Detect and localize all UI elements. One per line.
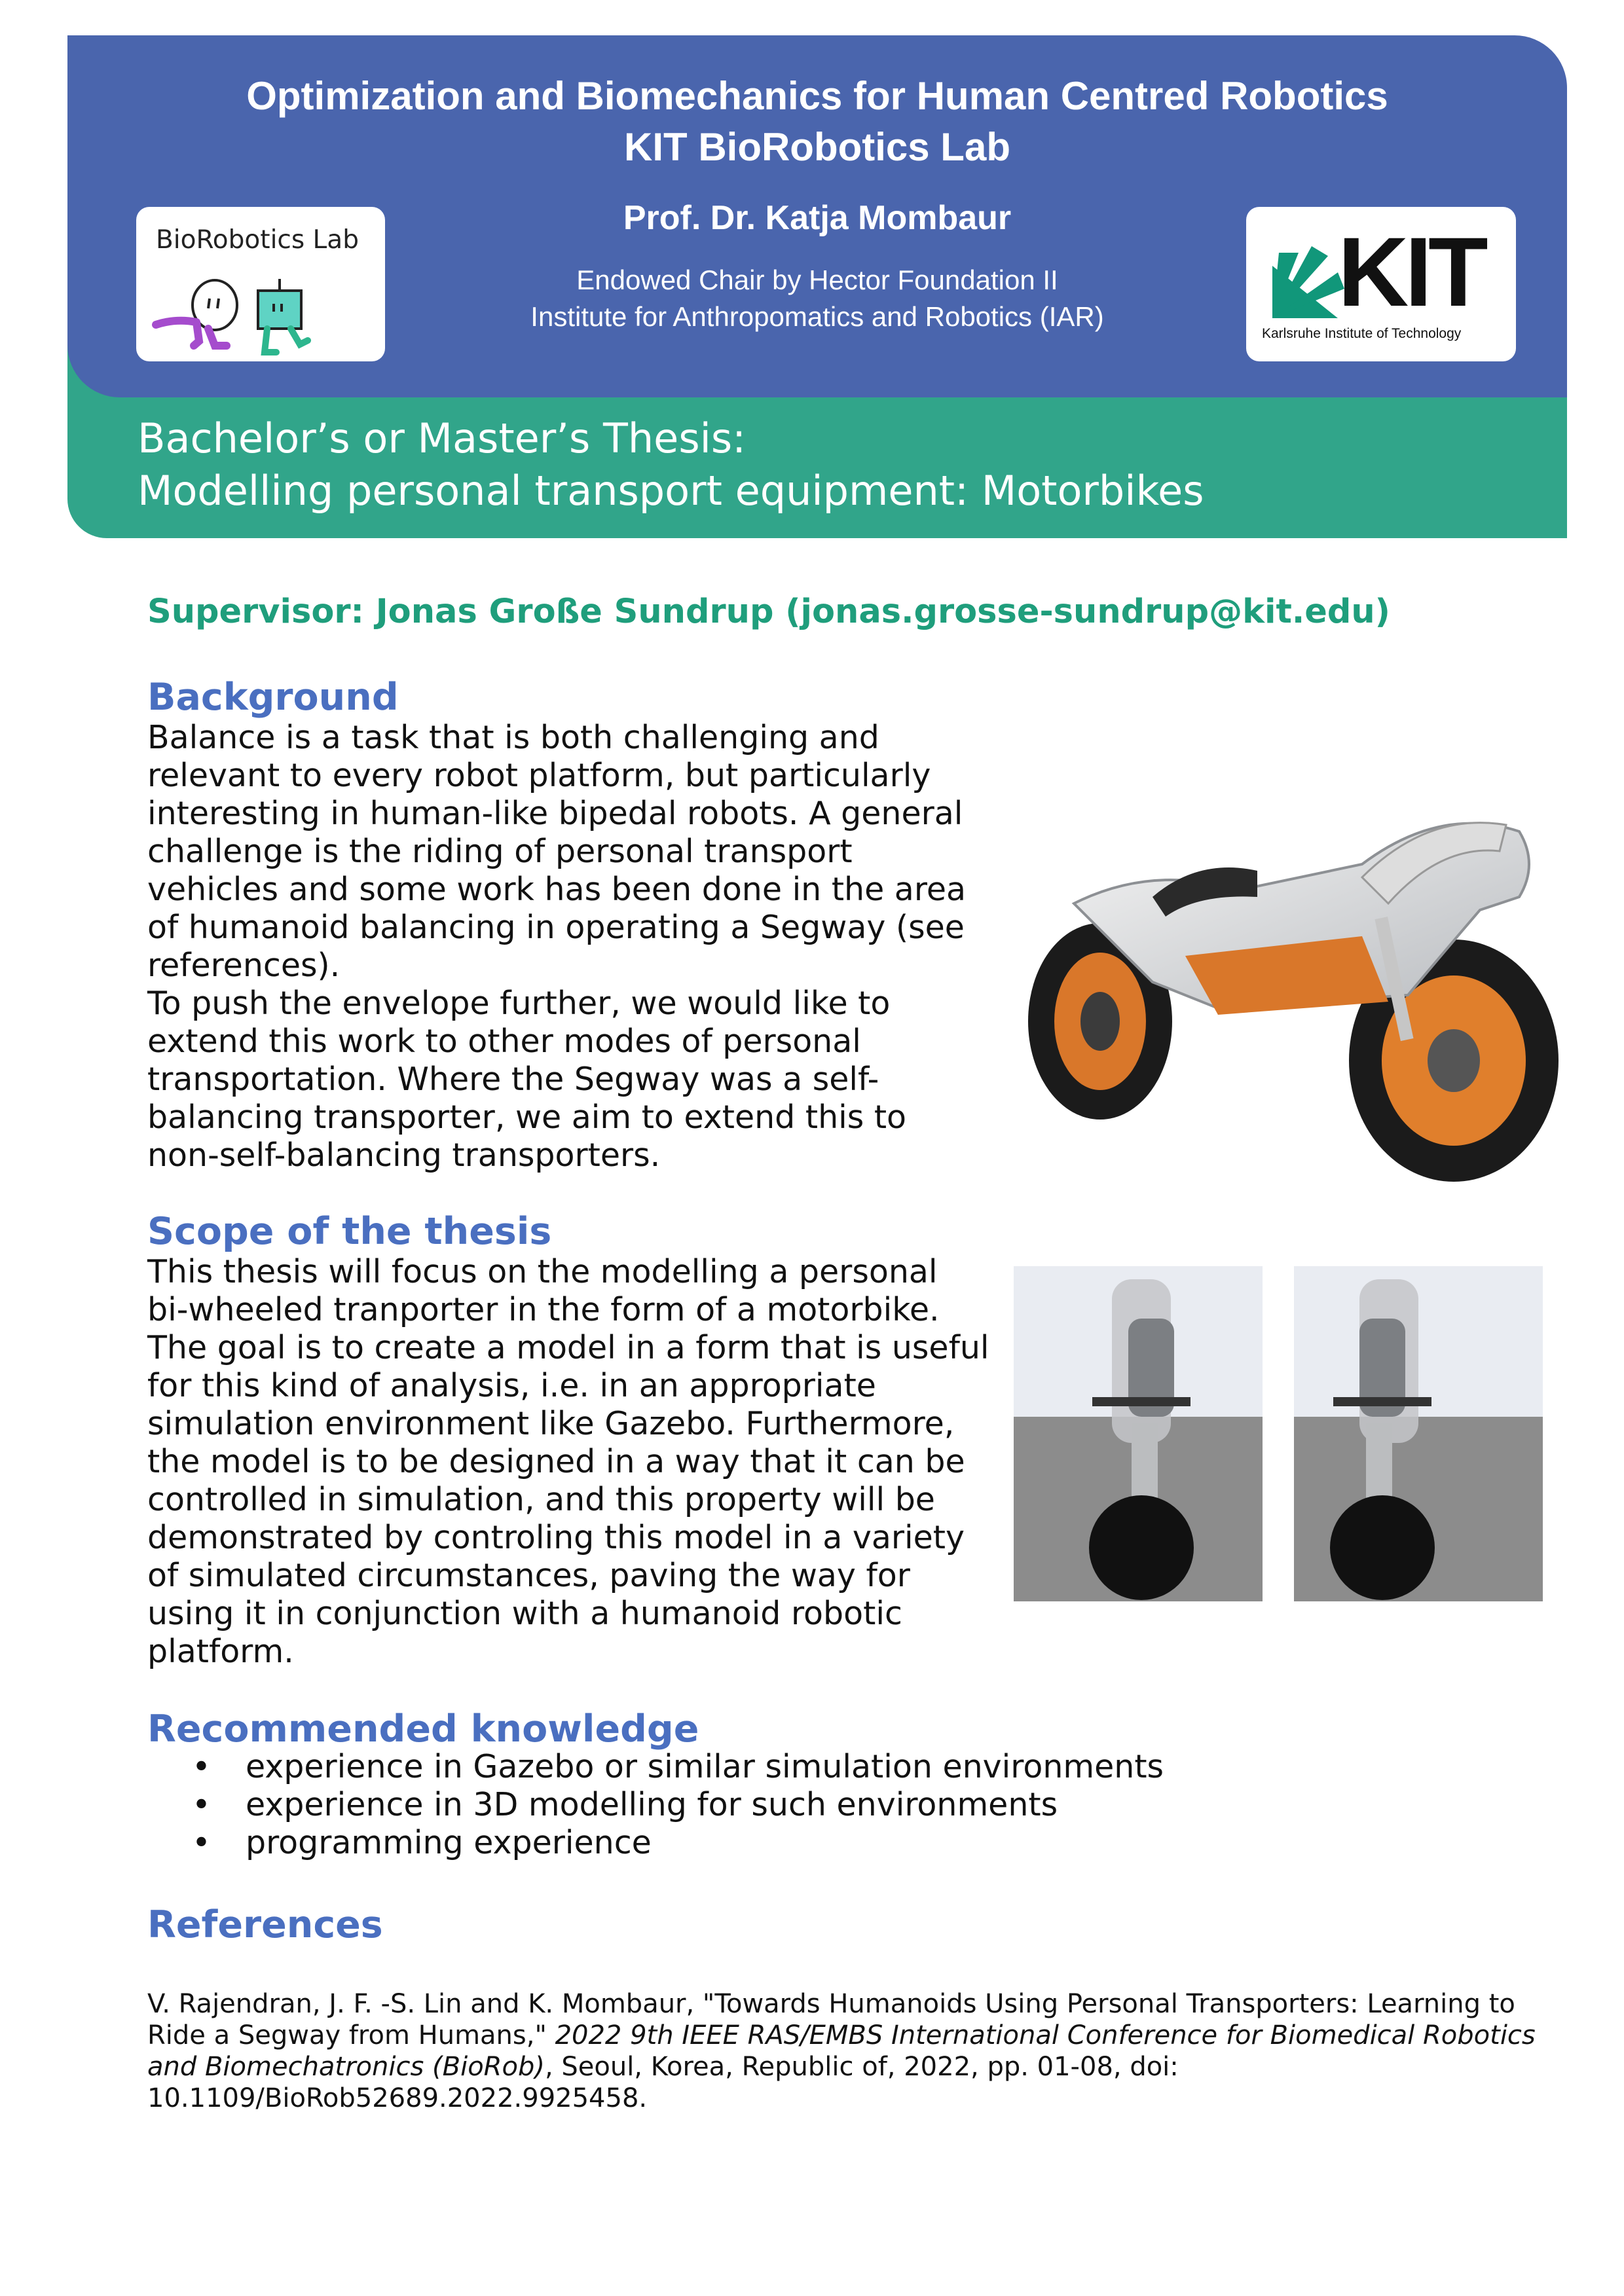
bullet-icon: • <box>192 1748 211 1785</box>
header-banner <box>67 35 1567 397</box>
background-text: Balance is a task that is both challenging and relevant to every robot platform, but particularly interesting in human-like bipedal robots. A general challenge is the riding of personal transport vehicles and some work has been done in the area of humanoid balancing in operating a Segway (see references). To push the envelope further, we would like to extend this work to other modes of personal transportation. Where the Segway was a self- balancing transporter, we aim to extend this to non-self-balancing transporters. <box>147 719 967 1174</box>
institute-line: Institute for Anthropomatics and Robotics (IAR) <box>530 301 1104 332</box>
kit-logo <box>1246 207 1516 361</box>
background-heading: Background <box>147 676 399 719</box>
bullet-icon: • <box>192 1824 211 1861</box>
header-title: Optimization and Biomechanics for Human Centred Robotics <box>246 74 1388 118</box>
supervisor-line: Supervisor: Jonas Große Sundrup (jonas.grosse-sundrup@kit.edu) <box>147 592 1390 631</box>
scope-text: This thesis will focus on the modelling a personal bi-wheeled tranporter in the form of a motorbike. The goal is to create a model in a form that is useful for this kind of analysis, i.e. in an appropriate simulation environment like Gazebo. Furthermore, the model is to be designed in a way that it can be controlled in simulation, and this property will be demonstrated by controling this model in a variety of simulated circumstances, paving the way for using it in conjunction with a humanoid robotic platform. <box>147 1253 989 1670</box>
biorobotics-lab-logo <box>136 207 385 361</box>
reference-authors: V. Rajendran, J. F. -S. Lin and K. Mombaur, "Towards Humanoids Using Personal Transporters: Learning to Ride a Segway from Humans," <box>147 1989 1515 2050</box>
knowledge-heading: Recommended knowledge <box>147 1707 699 1751</box>
professor-name: Prof. Dr. Katja Mombaur <box>623 199 1012 237</box>
motorbike-image <box>1022 786 1559 1192</box>
segway-simulation-image-1 <box>1014 1266 1263 1601</box>
thesis-type: Bachelor’s or Master’s Thesis: <box>138 414 747 462</box>
lab-name: KIT BioRobotics Lab <box>624 125 1010 169</box>
robot-figures-icon <box>136 207 385 361</box>
reference-entry <box>147 1988 1555 2114</box>
kit-logo-text: KIT <box>1338 217 1485 327</box>
bullet-icon: • <box>192 1786 211 1823</box>
reference-venue: 2022 9th IEEE RAS/EMBS International Conference for Biomedical Robotics and Biomechatronics (BioRob) <box>147 2020 1536 2082</box>
segway-simulation-image-2 <box>1294 1266 1543 1601</box>
thesis-title <box>138 412 1204 517</box>
references-heading: References <box>147 1903 383 1946</box>
chair-line: Endowed Chair by Hector Foundation II <box>576 264 1058 295</box>
lab-logo-text: BioRobotics Lab <box>156 225 359 255</box>
scope-heading: Scope of the thesis <box>147 1210 552 1253</box>
thesis-topic: Modelling personal transport equipment: Motorbikes <box>138 467 1204 515</box>
reference-details: , Seoul, Korea, Republic of, 2022, pp. 01-08, doi: 10.1109/BioRob52689.2022.9925458. <box>147 2052 1179 2113</box>
kit-logo-subtitle: Karlsruhe Institute of Technology <box>1262 326 1462 341</box>
